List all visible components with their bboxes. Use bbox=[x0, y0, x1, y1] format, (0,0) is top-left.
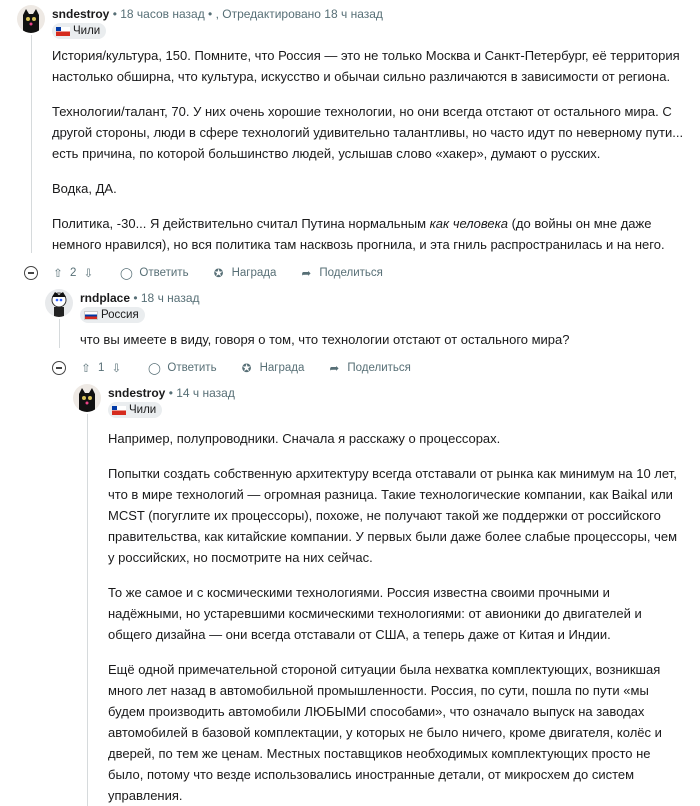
paragraph: Попытки создать собственную архитектуру всегда отставали от рынка как минимум на 10 лет, что в мире технологий — огромная разница. Такие технологические компании, как Baikal или MCST (погуглите их процессоры), похоже, не получают такой же поддержки от российского правительства, как китайские компании. У первых были даже более слабые процессоры, чем у российских, но посмотрите на них сейчас. bbox=[108, 466, 678, 565]
text: (до войны он мне даже немного нравился), но вся политика там насквозь прогнила, и эта гниль распространилась и на него. bbox=[52, 216, 665, 252]
label: Ответить bbox=[139, 267, 189, 279]
vote-count: 1 bbox=[98, 362, 105, 374]
comment bbox=[73, 384, 684, 806]
label: Ответить bbox=[167, 362, 217, 374]
comment bbox=[45, 289, 684, 806]
reply-button[interactable] bbox=[118, 265, 188, 281]
comment-body bbox=[108, 418, 684, 806]
timestamp: • 14 ч назад bbox=[165, 386, 235, 400]
comment bbox=[17, 5, 684, 806]
comment-header bbox=[17, 5, 684, 39]
timestamp: • 18 часов назад • , Отредактировано 18 ч назад bbox=[109, 7, 383, 21]
award-icon: ✪ bbox=[241, 363, 252, 375]
comment-actions bbox=[78, 358, 684, 378]
comment-header bbox=[73, 384, 684, 418]
username[interactable]: rndplace bbox=[80, 291, 131, 305]
comment-meta bbox=[108, 386, 235, 400]
comment-icon: ◯ bbox=[147, 363, 161, 375]
chile-flag-icon bbox=[56, 27, 70, 36]
collapse-button[interactable] bbox=[52, 361, 66, 375]
comment-body bbox=[52, 39, 684, 255]
timestamp: • 18 ч назад bbox=[130, 291, 200, 305]
user-flair bbox=[80, 307, 145, 323]
comment-header bbox=[45, 289, 684, 323]
collapse-button[interactable] bbox=[24, 266, 38, 280]
text: как человека bbox=[429, 216, 508, 231]
username[interactable]: sndestroy bbox=[108, 386, 166, 400]
avatar[interactable] bbox=[73, 384, 101, 412]
paragraph: То же самое и с космическими технологиями. Россия известна своими прочными и надёжными, но устаревшими космическими технологиями: от авионики до двигателей и общего дизайна — они всегда отставали от США, а теперь даже от Китая и Индии. bbox=[108, 585, 642, 642]
avatar[interactable] bbox=[45, 289, 73, 317]
downvote-icon[interactable]: ⇩ bbox=[111, 363, 122, 375]
label: Награда bbox=[231, 267, 277, 279]
text: Политика, -30... Я действительно считал Путина нормальным bbox=[52, 216, 430, 231]
avatar[interactable] bbox=[17, 5, 45, 33]
username[interactable]: sndestroy bbox=[52, 7, 110, 21]
paragraph: Технологии/талант, 70. У них очень хорошие технологии, но они всегда отстают от остального мира. С другой стороны, люди в сфере технологий удивительно талантливы, но часто идут по неверному пути... есть причина, по которой большинство людей, услышав слово «хакер», думают о русских. bbox=[52, 104, 684, 161]
label: Награда bbox=[259, 362, 305, 374]
award-button[interactable] bbox=[211, 265, 277, 281]
award-icon: ✪ bbox=[213, 268, 224, 280]
replies bbox=[73, 384, 684, 806]
share-icon: ➦ bbox=[329, 363, 340, 375]
downvote-icon[interactable]: ⇩ bbox=[83, 268, 94, 280]
award-button[interactable] bbox=[239, 360, 305, 376]
share-button[interactable] bbox=[298, 265, 383, 281]
share-icon: ➦ bbox=[301, 268, 312, 280]
vote-count: 2 bbox=[70, 267, 77, 279]
chile-flag-icon bbox=[112, 406, 126, 415]
comment-meta bbox=[52, 7, 383, 21]
user-flair bbox=[52, 23, 106, 39]
upvote-icon[interactable]: ⇧ bbox=[53, 268, 63, 280]
comment-body bbox=[80, 323, 684, 350]
comment-actions bbox=[50, 263, 684, 283]
comment-meta bbox=[80, 291, 200, 305]
paragraph: Ещё одной примечательной стороной ситуации была нехватка комплектующих, возникшая много лет назад в автомобильной промышленности. Россия, по сути, пошла по пути «мы будем производить автомобили ЛЮБЫМИ способами», что означало выпуск на заводах автомобилей в базовой комплектации, у которых не было ничего, кроме двигателя, колёс и дверей, по тем же ценам. Местных поставщиков необходимых комплектующих просто не было, потому что везде использовались иностранные детали, от микросхем до систем управления. bbox=[108, 662, 662, 803]
flair-text: Россия bbox=[101, 309, 139, 321]
label: Поделиться bbox=[347, 362, 411, 374]
paragraph: Водка, ДА. bbox=[52, 181, 117, 196]
replies bbox=[45, 289, 684, 806]
russia-flag-icon bbox=[84, 311, 98, 320]
paragraph: Например, полупроводники. Сначала я расскажу о процессорах. bbox=[108, 431, 501, 446]
reply-button[interactable] bbox=[146, 360, 216, 376]
share-button[interactable] bbox=[326, 360, 411, 376]
flair-text: Чили bbox=[73, 25, 101, 37]
upvote-icon[interactable]: ⇧ bbox=[81, 363, 91, 375]
paragraph bbox=[52, 213, 684, 255]
flair-text: Чили bbox=[129, 404, 157, 416]
paragraph: что вы имеете в виду, говоря о том, что технологии отстают от остального мира? bbox=[80, 332, 570, 347]
user-flair bbox=[108, 402, 162, 418]
paragraph: История/культура, 150. Помните, что Россия — это не только Москва и Санкт-Петербург, её территория настолько обширна, что культура, искусство и обычаи сильно различаются в зависимости от региона. bbox=[52, 48, 680, 84]
label: Поделиться bbox=[319, 267, 383, 279]
comment-icon: ◯ bbox=[119, 268, 133, 280]
